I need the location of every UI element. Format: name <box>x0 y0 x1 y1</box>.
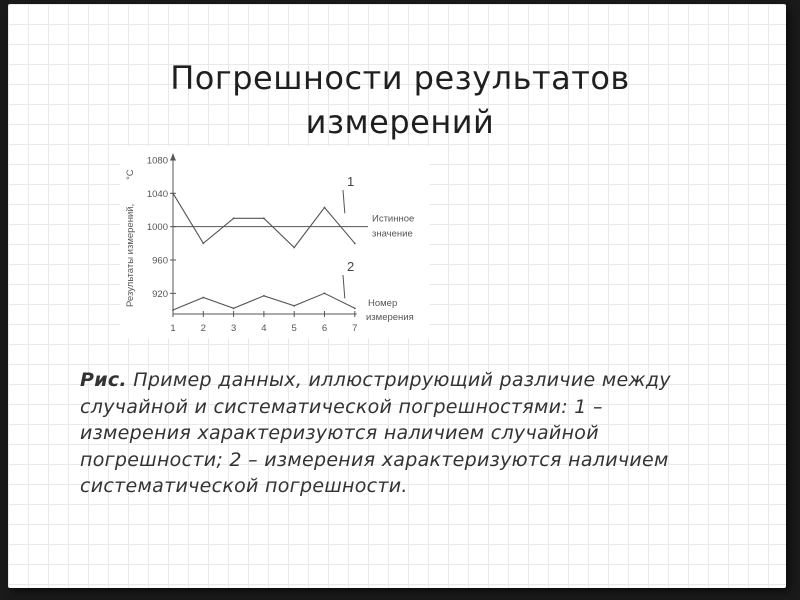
x-tick-label: 5 <box>291 323 297 334</box>
error-chart <box>120 146 430 338</box>
caption-text: Пример данных, иллюстрирующий различие между случайной и систематической погрешностями: 1 – измерения характеризуются наличием случайной погрешности; 2 – измерения характеризуются наличием систематической погрешности. <box>80 369 671 497</box>
series-2-point <box>324 292 326 294</box>
y-tick-label: 920 <box>152 288 168 300</box>
series-2-point <box>172 309 174 311</box>
series-1-point <box>233 217 235 219</box>
x-axis-label-line-2: измерения <box>366 312 414 323</box>
title-line-2: измерений <box>305 103 495 141</box>
x-tick-label: 6 <box>321 323 328 334</box>
x-tick-label: 2 <box>200 323 206 334</box>
y-axis-unit: °С <box>125 169 136 180</box>
chart-svg <box>120 146 430 338</box>
y-tick-label: 1000 <box>146 222 168 234</box>
series-2-label: 2 <box>347 259 355 274</box>
slide-title <box>0 56 800 144</box>
x-tick-label: 7 <box>352 323 358 334</box>
true-value-label-line-1: Истинное <box>372 213 415 225</box>
x-axis-label-line-1: Номер <box>368 298 398 309</box>
series-2-point <box>263 295 265 297</box>
series-1-line <box>173 193 355 247</box>
y-tick-label: 1080 <box>146 155 168 167</box>
x-tick-label: 1 <box>170 323 176 334</box>
x-tick-label: 3 <box>230 323 237 334</box>
series-1-point <box>293 247 295 249</box>
true-value-label-line-2: значение <box>372 228 413 240</box>
series-2-point <box>293 305 295 307</box>
y-axis-arrow <box>171 153 176 160</box>
series-1-point <box>354 242 356 244</box>
series-1-label: 1 <box>347 174 355 189</box>
y-tick-label: 960 <box>152 255 168 267</box>
series-1-point <box>263 217 265 219</box>
x-tick-label: 4 <box>261 323 267 334</box>
caption-label: Рис. <box>80 369 127 391</box>
series-1-point <box>324 207 326 209</box>
series-2-point <box>202 297 204 299</box>
series-2-point <box>233 307 235 309</box>
series-1-leader <box>343 190 345 213</box>
figure-caption <box>80 367 690 500</box>
series-2-leader <box>343 275 345 298</box>
series-1-point <box>202 242 204 244</box>
series-2-point <box>354 307 356 309</box>
series-1-point <box>172 192 174 194</box>
title-line-1: Погрешности результатов <box>170 59 630 97</box>
y-axis-label: Результаты измерений, <box>125 203 136 307</box>
y-tick-label: 1040 <box>146 188 168 200</box>
